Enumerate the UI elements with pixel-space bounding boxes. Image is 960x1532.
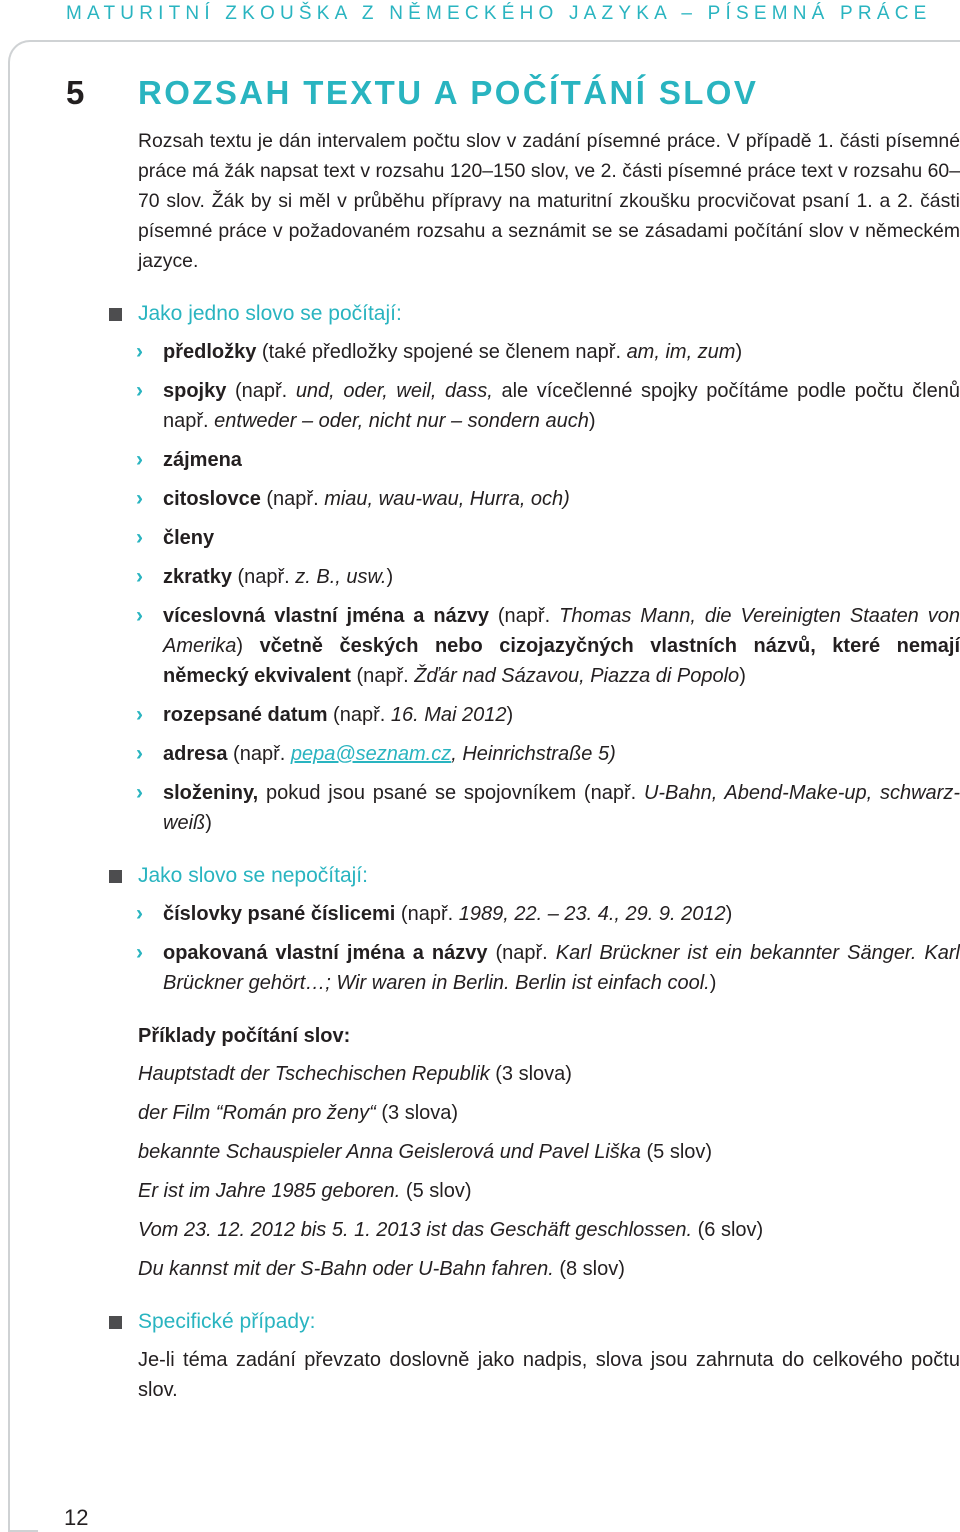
section-not-counted xyxy=(138,861,960,998)
example-text: Du kannst mit der S-Bahn oder U-Bahn fahren. xyxy=(138,1258,554,1280)
note: (např. xyxy=(231,566,296,588)
note: (také předložky spojené se členem např. xyxy=(256,341,627,363)
square-bullet-icon xyxy=(109,870,122,883)
main-content xyxy=(138,126,960,1405)
example: , Heinrichstraße 5) xyxy=(451,743,616,765)
examples-block xyxy=(138,1021,960,1284)
note: ) xyxy=(588,410,596,432)
chevron-right-icon: › xyxy=(136,604,143,627)
word-count: (5 slov) xyxy=(640,1141,713,1163)
term: zkratky xyxy=(163,566,232,588)
example: und, oder, weil, dass, xyxy=(295,380,493,402)
list-item xyxy=(138,778,960,838)
section-heading-text: Jako jedno slovo se počítají: xyxy=(138,302,402,325)
note: ) xyxy=(236,635,260,657)
list-item xyxy=(138,523,960,553)
note: ) xyxy=(735,341,743,363)
chapter-title: ROZSAH TEXTU A POČÍTÁNÍ SLOV xyxy=(138,74,759,111)
running-head: MATURITNÍ ZKOUŠKA Z NĚMECKÉHO JAZYKA – PÍSEMNÁ PRÁCE xyxy=(66,3,932,24)
note: (např. xyxy=(488,605,560,627)
list-item xyxy=(138,739,960,769)
section-heading xyxy=(138,299,960,329)
term: rozepsané datum xyxy=(163,704,328,726)
example-text: Er ist im Jahre 1985 geboren. xyxy=(138,1180,401,1202)
example-line xyxy=(138,1215,960,1245)
example: Thomas Mann, die Vereinigten Staaten von Amerika xyxy=(163,605,960,657)
section-heading-text: Specifické případy: xyxy=(138,1310,316,1333)
intro-paragraph: Rozsah textu je dán intervalem počtu slov v zadání písemné práce. V případě 1. části písemné práce má žák napsat text v rozsahu 120–150 slov, ve 2. části písemné práce text v rozsahu 60–70 slov. Žák by si měl v průběhu přípravy na maturitní zkoušku procvičovat psaní 1. a 2. části písemné práce v požadovaném rozsahu a seznámit se se zásadami počítání slov v německém jazyce. xyxy=(138,130,960,272)
list-item xyxy=(138,484,960,514)
note: (např. xyxy=(227,743,291,765)
term: opakovaná vlastní jména a názvy xyxy=(163,942,488,964)
word-count: (3 slova) xyxy=(375,1102,459,1124)
chevron-right-icon: › xyxy=(136,902,143,925)
example: 16. Mai 2012 xyxy=(390,704,507,726)
note: ) xyxy=(386,566,394,588)
note: ) xyxy=(709,972,717,994)
example: Karl Brückner ist ein bekannter Sänger. Karl Brückner gehört…; Wir waren in Berlin. Berlin ist einfach cool. xyxy=(163,942,960,994)
list-item xyxy=(138,601,960,691)
example: Žďár nad Sázavou, Piazza di Popolo xyxy=(414,665,740,687)
chevron-right-icon: › xyxy=(136,565,143,588)
section-counted xyxy=(138,299,960,838)
term: zájmena xyxy=(163,449,242,471)
bullet-list xyxy=(138,899,960,998)
bullet-list xyxy=(138,337,960,838)
header-rule xyxy=(36,40,960,42)
chevron-right-icon: › xyxy=(136,340,143,363)
term: členy xyxy=(163,527,215,549)
note: (např. xyxy=(487,942,556,964)
section-special xyxy=(138,1307,960,1405)
word-count: (5 slov) xyxy=(400,1180,472,1202)
example-line xyxy=(138,1176,960,1206)
chevron-right-icon: › xyxy=(136,448,143,471)
term: adresa xyxy=(163,743,228,765)
example: miau, wau-wau, Hurra, och) xyxy=(324,488,570,510)
note: ) xyxy=(205,812,212,834)
example-text: bekannte Schauspieler Anna Geislerová und Pavel Liška xyxy=(138,1141,641,1163)
chevron-right-icon: › xyxy=(136,742,143,765)
note: (např. xyxy=(260,488,325,510)
list-item xyxy=(138,899,960,929)
example-text: der Film “Román pro ženy“ xyxy=(138,1102,376,1124)
example-line xyxy=(138,1254,960,1284)
term: včetně českých nebo cizojazyčných vlastních názvů, které nemají německý ekvivalent xyxy=(163,635,960,687)
chevron-right-icon: › xyxy=(136,941,143,964)
examples-heading: Příklady počítání slov: xyxy=(138,1025,351,1047)
example-text: Hauptstadt der Tschechischen Republik xyxy=(138,1063,490,1085)
word-count: (6 slov) xyxy=(692,1219,764,1241)
special-paragraph: Je-li téma zadání převzato doslovně jako nadpis, slova jsou zahrnuta do celkového počtu slov. xyxy=(138,1349,960,1401)
chapter-number: 5 xyxy=(66,74,85,111)
example: entweder – oder, nicht nur – sondern auch xyxy=(214,410,589,432)
section-heading-text: Jako slovo se nepočítají: xyxy=(138,864,368,887)
note: (např. xyxy=(226,380,296,402)
section-heading xyxy=(138,1307,960,1337)
list-item xyxy=(138,376,960,436)
chevron-right-icon: › xyxy=(136,781,143,804)
list-item xyxy=(138,700,960,730)
note: ) xyxy=(739,665,746,687)
term: číslovky psané číslicemi xyxy=(163,903,396,925)
note: ) xyxy=(725,903,733,925)
example: z. B., usw. xyxy=(295,566,387,588)
list-item xyxy=(138,938,960,998)
chevron-right-icon: › xyxy=(136,487,143,510)
page-number: 12 xyxy=(64,1505,89,1530)
example-line xyxy=(138,1098,960,1128)
example-line xyxy=(138,1059,960,1089)
chevron-right-icon: › xyxy=(136,703,143,726)
note: pokud jsou psané se spojovníkem (např. xyxy=(258,782,644,804)
word-count: (3 slova) xyxy=(489,1063,572,1085)
square-bullet-icon xyxy=(109,308,122,321)
term: složeniny, xyxy=(163,782,259,804)
list-item xyxy=(138,562,960,592)
chevron-right-icon: › xyxy=(136,526,143,549)
example-line xyxy=(138,1137,960,1167)
example: 1989, 22. – 23. 4., 29. 9. 2012 xyxy=(458,903,726,925)
list-item xyxy=(138,445,960,475)
note: ) xyxy=(506,704,514,726)
note: (např. xyxy=(350,665,415,687)
square-bullet-icon xyxy=(109,1316,122,1329)
email-link[interactable]: pepa@seznam.cz xyxy=(290,743,452,765)
term: citoslovce xyxy=(163,488,261,510)
term: víceslovná vlastní jména a názvy xyxy=(163,605,489,627)
chevron-right-icon: › xyxy=(136,379,143,402)
page-frame-line xyxy=(8,40,38,1532)
example-text: Vom 23. 12. 2012 bis 5. 1. 2013 ist das Geschäft geschlossen. xyxy=(138,1219,693,1241)
list-item xyxy=(138,337,960,367)
word-count: (8 slov) xyxy=(553,1258,625,1280)
example: am, im, zum xyxy=(626,341,736,363)
note: (např. xyxy=(395,903,459,925)
section-heading xyxy=(138,861,960,891)
example: U-Bahn, Abend-Make-up, schwarz-weiß xyxy=(163,782,960,834)
note: (např. xyxy=(327,704,391,726)
term: spojky xyxy=(163,380,227,402)
note: ale vícečlenné spojky počítáme podle počtu členů např. xyxy=(163,380,960,432)
term: předložky xyxy=(163,341,257,363)
